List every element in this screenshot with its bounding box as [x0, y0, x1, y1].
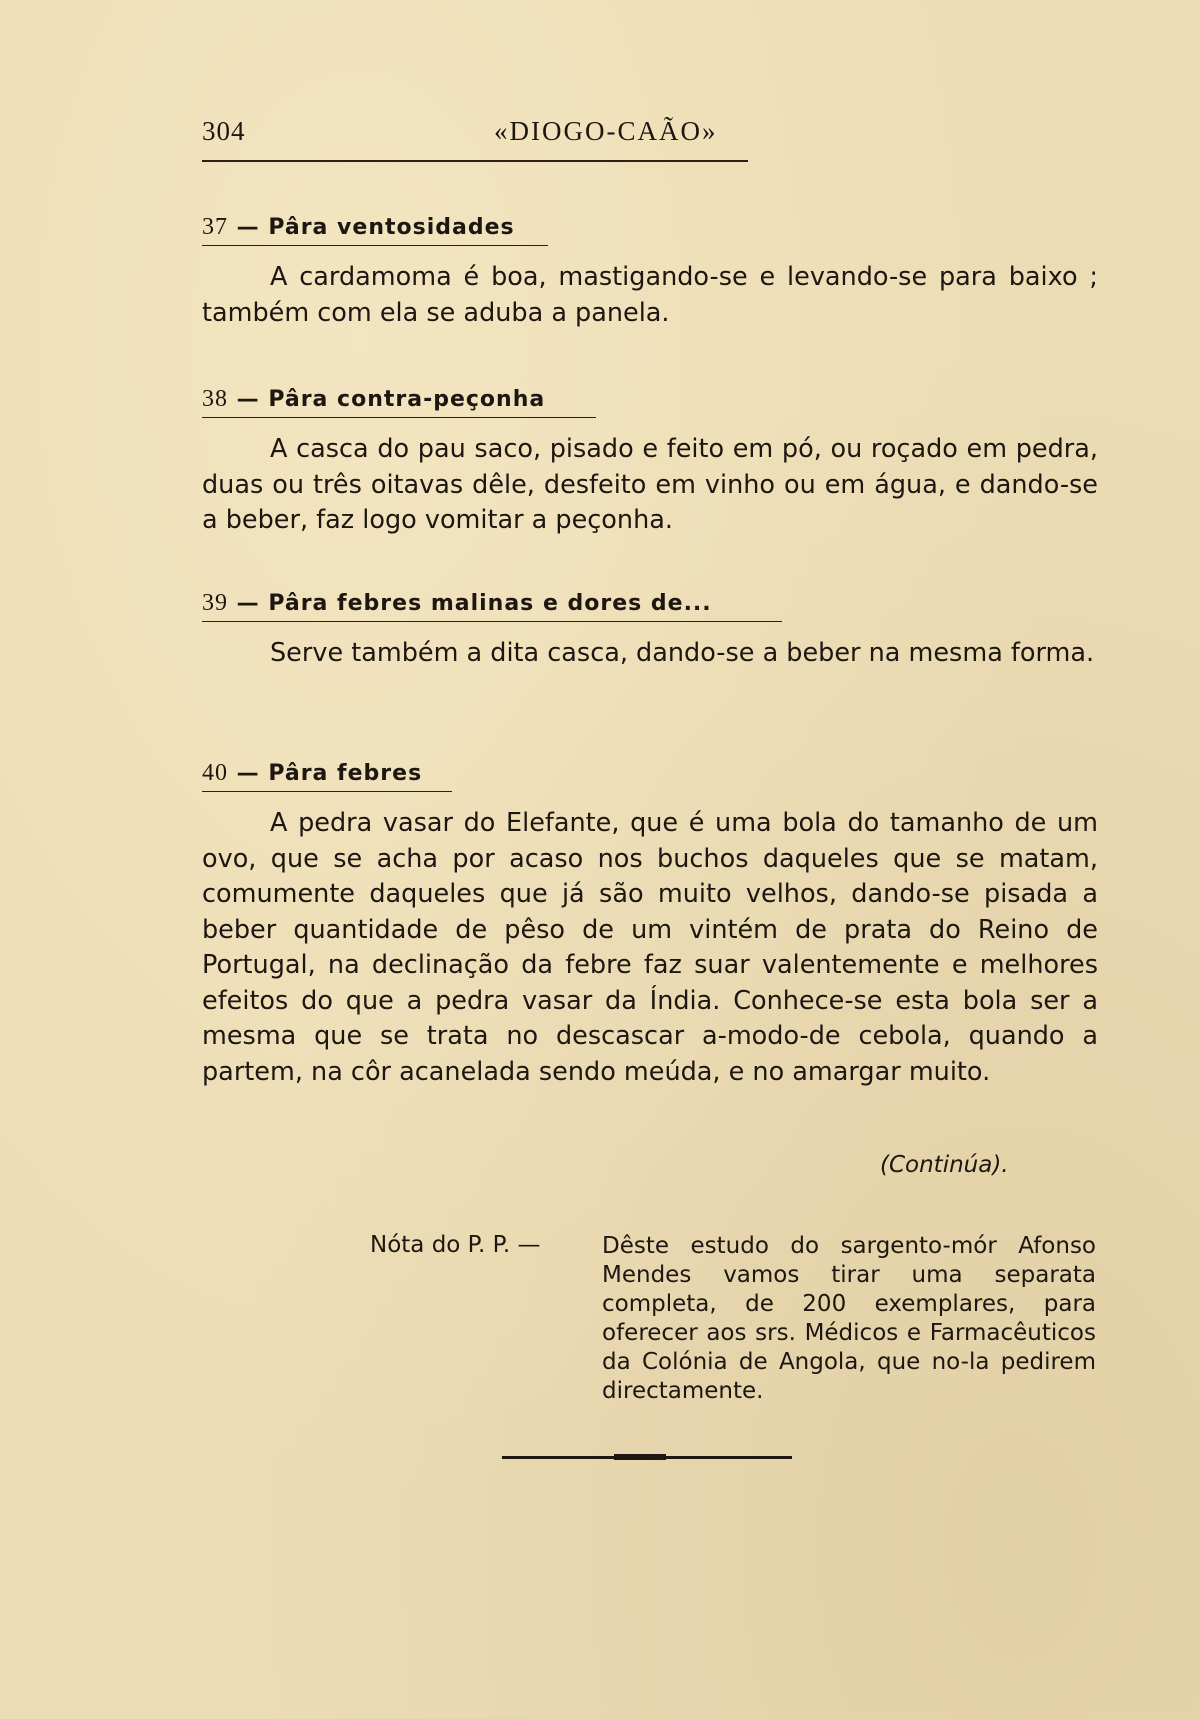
- section-number: 39: [202, 590, 228, 616]
- section-38: [202, 386, 1098, 539]
- page-header: [202, 116, 748, 162]
- section-40: [202, 760, 1098, 1090]
- section-number: 38: [202, 386, 228, 412]
- section-37: [202, 214, 1098, 331]
- section-dash: —: [228, 591, 269, 616]
- continued-mark: (Continúa).: [880, 1152, 1009, 1178]
- section-number: 37: [202, 214, 228, 240]
- section-heading: [202, 760, 452, 792]
- section-title: Pâra febres: [268, 761, 423, 786]
- section-dash: —: [228, 761, 269, 786]
- section-heading: [202, 590, 782, 622]
- section-dash: —: [228, 215, 269, 240]
- section-39: [202, 590, 1098, 672]
- section-number: 40: [202, 760, 228, 786]
- section-heading: [202, 214, 548, 246]
- section-title: Pâra ventosidades: [268, 215, 515, 240]
- section-heading: [202, 386, 596, 418]
- section-text: A casca do pau saco, pisado e feito em pó, ou roçado em pedra, duas ou três oitavas dêle, desfeito em vinho ou em água, e dando-se a beber, faz logo vomitar a peçonha.: [202, 434, 1098, 535]
- page-number: 304: [202, 116, 246, 146]
- editor-note-label: Nóta do P. P. —: [370, 1232, 541, 1258]
- section-title: Pâra contra-peçonha: [268, 387, 546, 412]
- section-dash: —: [228, 387, 269, 412]
- editor-note-text: Dêste estudo do sargento-mór Afonso Mendes vamos tirar uma separata completa, de 200 exemplares, para oferecer aos srs. Médicos e Farmacêuticos da Colónia de Angola, que no-la pedirem directamente.: [602, 1233, 1096, 1404]
- section-text: A cardamoma é boa, mastigando-se e levando-se para baixo ; também com ela se aduba a panela.: [202, 262, 1098, 328]
- section-text: Serve também a dita casca, dando-se a beber na mesma forma.: [270, 638, 1095, 668]
- end-ornament-rule: [502, 1456, 792, 1459]
- running-title: «DIOGO-CAÃO»: [494, 116, 718, 146]
- section-text: A pedra vasar do Elefante, que é uma bola do tamanho de um ovo, que se acha por acaso nos buchos daqueles que se matam, comumente daqueles que já são muito velhos, dando-se pisada a beber quantidade de pêso de um vintém de prata do Reino de Portugal, na declinação da febre faz suar valentemente e melhores efeitos do que a pedra vasar da Índia. Conhece-se esta bola ser a mesma que se trata no descascar a-modo-de cebola, quando a partem, na côr acanelada sendo meúda, e no amargar muito.: [202, 808, 1098, 1087]
- section-title: Pâra febres malinas e dores de...: [268, 591, 712, 616]
